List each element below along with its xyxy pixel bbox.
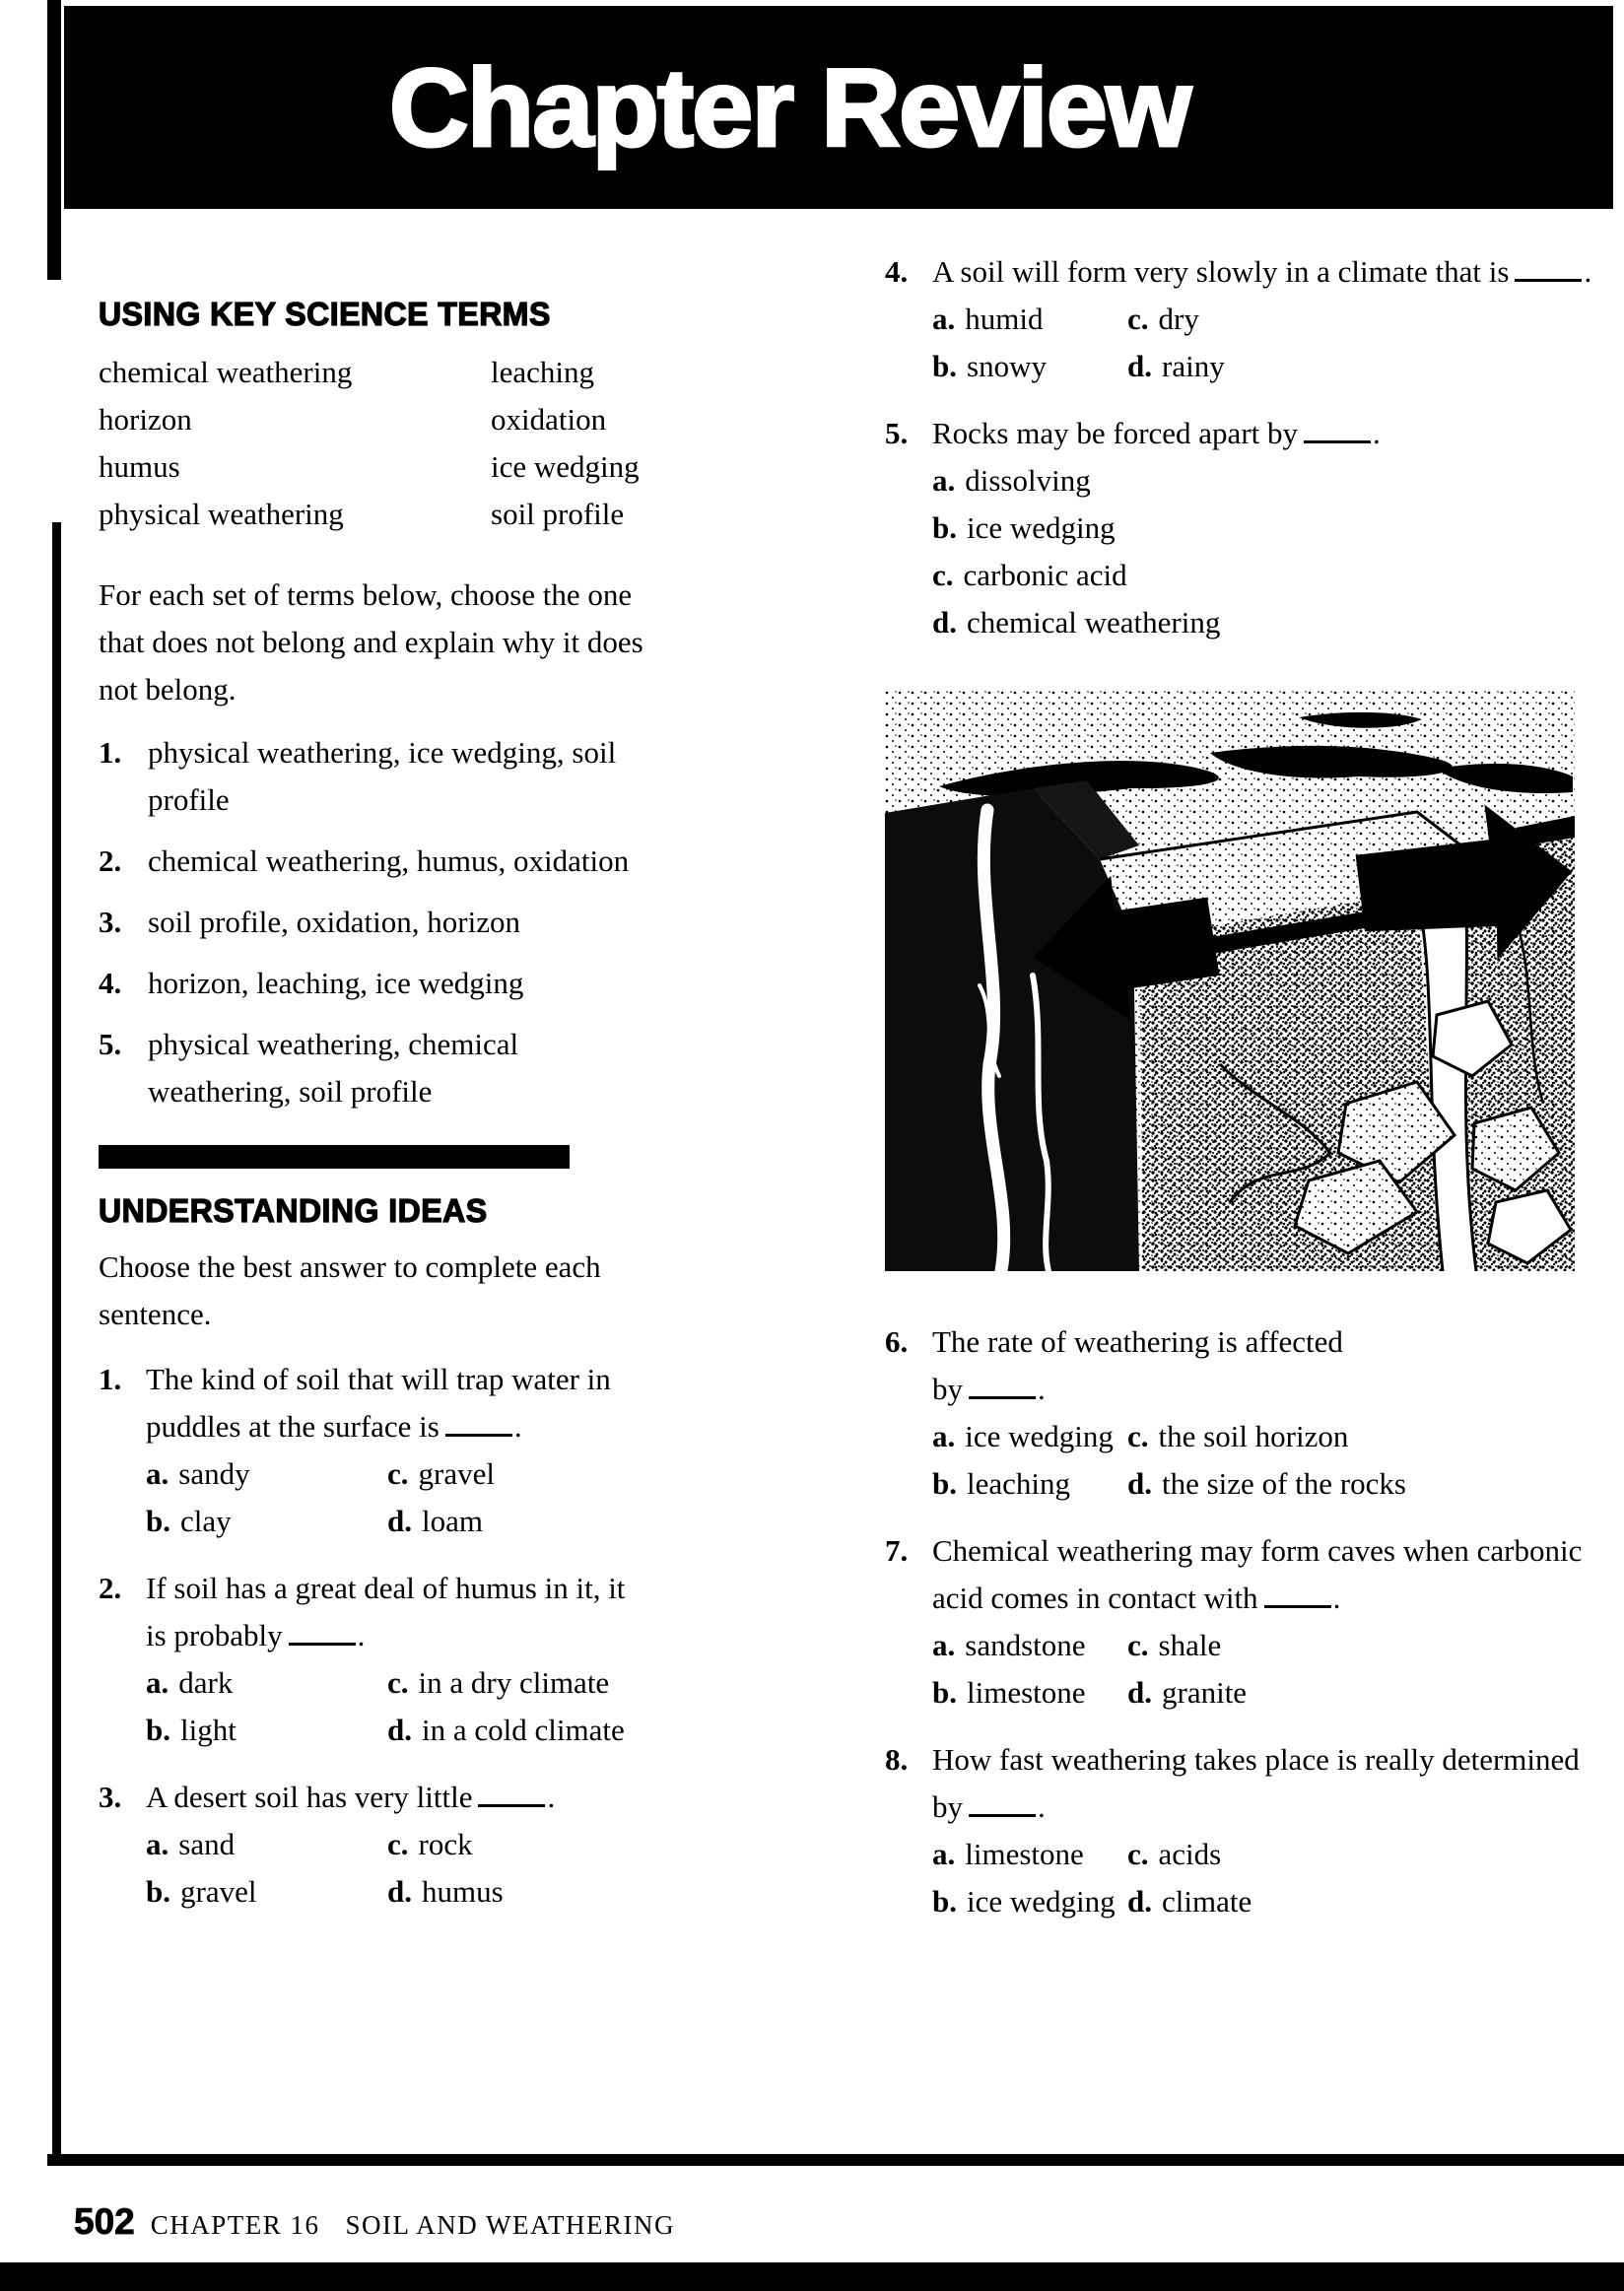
question-4 (885, 248, 1614, 390)
option-letter: c. (1127, 1419, 1149, 1453)
option-letter: c. (387, 1665, 409, 1700)
term-set-item (99, 729, 650, 824)
option-text: sandstone (965, 1628, 1086, 1662)
answer-blank (1515, 279, 1582, 282)
option (387, 1868, 650, 1916)
term: horizon (99, 402, 192, 437)
set-text: physical weathering, chemical weathering, soil profile (148, 1027, 519, 1109)
term-set-item (99, 1021, 650, 1115)
question-stem: A desert soil has very little . (146, 1780, 556, 1814)
option-text: gravel (180, 1874, 257, 1909)
option (932, 599, 1614, 646)
set-number: 4. (99, 966, 122, 1000)
option-text: granite (1162, 1675, 1248, 1710)
options (932, 1831, 1614, 1925)
option-letter: c. (1127, 302, 1149, 336)
terms-column-1 (99, 349, 491, 538)
option (932, 552, 1614, 599)
term-set-item (99, 838, 650, 885)
option-text: in a dry climate (418, 1665, 610, 1700)
question-3 (99, 1774, 650, 1916)
option-letter: a. (146, 1665, 169, 1700)
option-text: ice wedging (967, 510, 1116, 545)
option-letter: b. (932, 1884, 957, 1919)
option (932, 1622, 1127, 1669)
section-divider-bar (99, 1145, 570, 1169)
option-letter: b. (932, 1466, 957, 1501)
option-letter: a. (932, 1837, 956, 1871)
question-8 (885, 1736, 1614, 1925)
options (146, 1659, 650, 1754)
option-text: ice wedging (967, 1884, 1116, 1919)
option-text: light (180, 1713, 237, 1747)
set-text: horizon, leaching, ice wedging (148, 966, 524, 1000)
option-letter: d. (932, 605, 957, 640)
option-letter: d. (1127, 1884, 1152, 1919)
footer (74, 2201, 675, 2243)
option (146, 1498, 387, 1545)
option (932, 296, 1127, 343)
options (932, 1622, 1614, 1717)
option-letter: d. (1127, 1675, 1152, 1710)
option-text: acids (1158, 1837, 1222, 1871)
question-number: 2. (99, 1571, 122, 1605)
right-column (885, 248, 1614, 1945)
option-text: shale (1158, 1628, 1222, 1662)
option (387, 1450, 650, 1498)
question-stem: If soil has a great deal of humus in it, it is probably . (146, 1571, 626, 1652)
option-letter: d. (387, 1504, 412, 1538)
option (932, 1460, 1127, 1508)
left-column (99, 296, 650, 1935)
key-terms-list (99, 349, 650, 538)
term: oxidation (491, 402, 607, 437)
option-text: climate (1162, 1884, 1252, 1919)
option (387, 1707, 650, 1754)
set-number: 1. (99, 735, 122, 770)
option-text: clay (180, 1504, 232, 1538)
terms-column-2 (491, 349, 650, 538)
answer-blank (1304, 440, 1371, 443)
option (387, 1498, 650, 1545)
option-text: dry (1158, 302, 1199, 336)
question-number: 7. (885, 1533, 909, 1568)
option-text: dissolving (965, 463, 1091, 498)
question-stem: The rate of weathering is affected by . (932, 1324, 1343, 1406)
page-number: 502 (74, 2201, 135, 2242)
question-stem: Rocks may be forced apart by . (932, 416, 1381, 450)
term-set-item (99, 899, 650, 946)
answer-blank (1264, 1605, 1331, 1608)
option-letter: b. (146, 1713, 170, 1747)
option (1127, 296, 1614, 343)
question-stem: A soil will form very slowly in a climate that is . (932, 254, 1592, 289)
answer-blank (969, 1396, 1036, 1399)
answer-blank (445, 1434, 512, 1437)
set-text: soil profile, oxidation, horizon (148, 905, 520, 939)
left-margin-rule (52, 522, 61, 2154)
bottom-page-bar (0, 2262, 1624, 2291)
option (387, 1659, 650, 1707)
chapter-label: CHAPTER 16 (150, 2210, 320, 2240)
option (932, 1669, 1127, 1717)
question-stem: How fast weathering takes place is really determined by . (932, 1742, 1580, 1824)
understanding-instructions: Choose the best answer to complete each sentence. (99, 1249, 601, 1331)
option (932, 343, 1127, 390)
key-terms-heading: USING KEY SCIENCE TERMS (99, 296, 551, 332)
option (1127, 1622, 1614, 1669)
option-text: carbonic acid (963, 558, 1127, 592)
option-letter: a. (932, 463, 956, 498)
options (932, 457, 1614, 646)
option-text: limestone (965, 1837, 1084, 1871)
option (146, 1659, 387, 1707)
understanding-heading: UNDERSTANDING IDEAS (99, 1192, 488, 1229)
question-number: 3. (99, 1780, 122, 1814)
option-letter: b. (932, 1675, 957, 1710)
option (387, 1821, 650, 1868)
option (146, 1868, 387, 1916)
option-letter: a. (932, 302, 956, 336)
key-terms-instructions: For each set of terms below, choose the one that does not belong and explain why it does not belong. (99, 577, 643, 707)
chapter-review-header (64, 6, 1613, 209)
option-letter: d. (1127, 1466, 1152, 1501)
option-letter: b. (146, 1504, 170, 1538)
set-text: chemical weathering, humus, oxidation (148, 843, 630, 878)
option (146, 1450, 387, 1498)
set-number: 3. (99, 905, 122, 939)
option (146, 1821, 387, 1868)
option (1127, 1413, 1614, 1460)
option-text: gravel (418, 1456, 495, 1491)
left-margin-bar-top (47, 0, 61, 280)
option-text: rainy (1162, 349, 1225, 383)
option-letter: c. (932, 558, 954, 592)
option-letter: b. (146, 1874, 170, 1909)
option (932, 457, 1614, 505)
option-text: loam (422, 1504, 483, 1538)
option-letter: c. (1127, 1837, 1149, 1871)
answer-blank (289, 1643, 356, 1646)
term: leaching (491, 355, 595, 389)
option-letter: d. (387, 1874, 412, 1909)
answer-blank (478, 1804, 545, 1807)
term: physical weathering (99, 497, 344, 531)
option-letter: a. (146, 1827, 169, 1861)
option (1127, 343, 1614, 390)
question-number: 8. (885, 1742, 909, 1777)
term-set-item (99, 960, 650, 1007)
option (1127, 1460, 1614, 1508)
ice-wedging-figure (885, 690, 1575, 1271)
question-1 (99, 1356, 650, 1545)
option-letter: a. (146, 1456, 169, 1491)
question-stem: Chemical weathering may form caves when carbonic acid comes in contact with . (932, 1533, 1583, 1615)
option-letter: d. (387, 1713, 412, 1747)
question-6 (885, 1318, 1614, 1508)
option-letter: b. (932, 349, 957, 383)
question-stem: The kind of soil that will trap water in puddles at the surface is . (146, 1362, 611, 1444)
option-letter: a. (932, 1628, 956, 1662)
option-letter: c. (387, 1456, 409, 1491)
option (1127, 1831, 1614, 1878)
question-5 (885, 410, 1614, 646)
option-text: sandy (178, 1456, 250, 1491)
option-letter: c. (387, 1827, 409, 1861)
option (932, 505, 1614, 552)
options (146, 1450, 650, 1545)
option-text: dark (178, 1665, 234, 1700)
question-2 (99, 1565, 650, 1754)
set-number: 5. (99, 1027, 122, 1061)
option-letter: d. (1127, 349, 1152, 383)
term: humus (99, 449, 180, 484)
option-text: sand (178, 1827, 236, 1861)
option (932, 1831, 1127, 1878)
option-text: snowy (967, 349, 1047, 383)
page-title: Chapter Review (388, 45, 1190, 169)
option-letter: b. (932, 510, 957, 545)
question-number: 6. (885, 1324, 909, 1359)
option-letter: c. (1127, 1628, 1149, 1662)
term: soil profile (491, 497, 625, 531)
term: chemical weathering (99, 355, 353, 389)
option-text: limestone (967, 1675, 1086, 1710)
option-text: humus (422, 1874, 504, 1909)
answer-blank (969, 1814, 1036, 1817)
option-letter: a. (932, 1419, 956, 1453)
options (146, 1821, 650, 1916)
option-text: the size of the rocks (1162, 1466, 1406, 1501)
option (1127, 1669, 1614, 1717)
footer-rule (47, 2154, 1624, 2166)
option (1127, 1878, 1614, 1925)
option-text: in a cold climate (422, 1713, 625, 1747)
term-set-list (99, 729, 650, 1115)
question-number: 1. (99, 1362, 122, 1396)
option-text: rock (418, 1827, 473, 1861)
options (932, 1413, 1614, 1508)
set-text: physical weathering, ice wedging, soil profile (148, 735, 617, 817)
option (932, 1878, 1127, 1925)
set-number: 2. (99, 843, 122, 878)
term: ice wedging (491, 449, 640, 484)
option-text: humid (965, 302, 1044, 336)
options (932, 296, 1614, 390)
question-number: 5. (885, 416, 909, 450)
option (932, 1413, 1127, 1460)
question-7 (885, 1527, 1614, 1717)
question-number: 4. (885, 254, 909, 289)
option-text: ice wedging (965, 1419, 1114, 1453)
option-text: leaching (967, 1466, 1071, 1501)
option (146, 1707, 387, 1754)
option-text: the soil horizon (1158, 1419, 1349, 1453)
option-text: chemical weathering (967, 605, 1221, 640)
book-section-title: SOIL AND WEATHERING (345, 2210, 675, 2240)
